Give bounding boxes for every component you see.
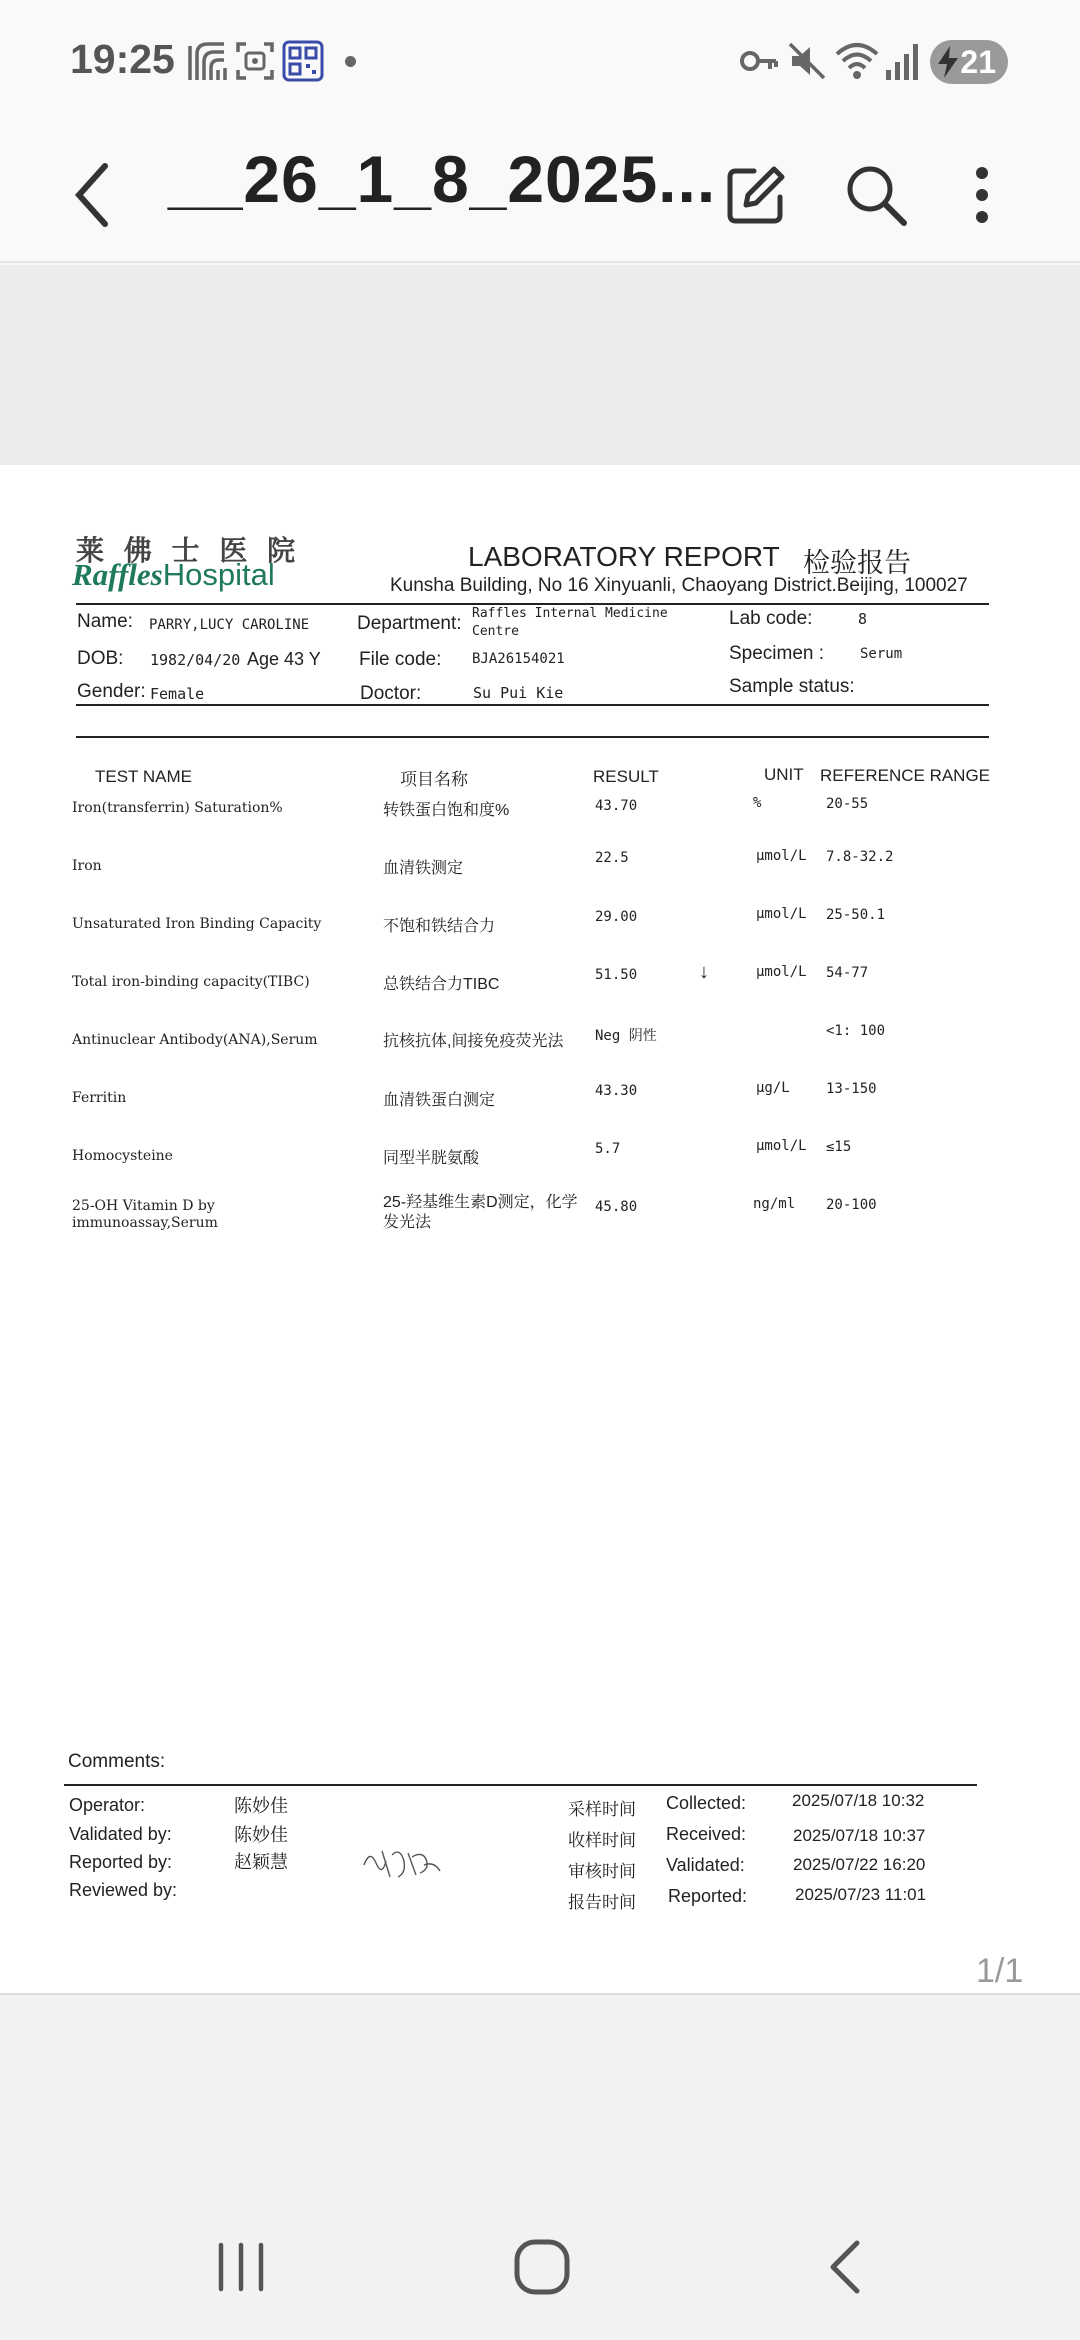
row-8-unit: ng/ml [753, 1196, 796, 1212]
search-icon [844, 163, 908, 227]
chevron-left-icon [69, 160, 119, 230]
column-item-name: 项目名称 [400, 770, 468, 789]
row-5-result: Neg 阴性 [595, 1028, 657, 1044]
row-5-test-name: Antinuclear Antibody(ANA),Serum [72, 1032, 318, 1048]
report-title-en: LABORATORY REPORT [468, 541, 780, 572]
home-button[interactable] [497, 2222, 587, 2312]
row-3-test-name: Unsaturated Iron Binding Capacity [72, 916, 322, 932]
row-3-result: 29.00 [595, 909, 638, 925]
patient-dob: 1982/04/20 [150, 651, 241, 669]
row-3-unit: μmol/L [756, 906, 807, 922]
row-7-result: 5.7 [595, 1141, 621, 1157]
row-5-range: <1: 100 [826, 1023, 886, 1039]
home-icon [512, 2237, 572, 2297]
mute-icon [786, 40, 828, 82]
footer-divider [64, 1784, 977, 1786]
dob-label: DOB: [77, 648, 124, 669]
row-8-item-name [383, 1193, 578, 1233]
column-result: RESULT [593, 767, 659, 786]
status-time: 19:25 [70, 36, 175, 82]
specimen: Serum [860, 646, 903, 662]
file-code-label: File code: [359, 649, 442, 670]
patient-name: PARRY,LUCY CAROLINE [149, 617, 310, 633]
report-page[interactable] [0, 465, 1080, 1993]
validated-label-cn: 审核时间 [568, 1862, 636, 1881]
row-6-test-name: Ferritin [72, 1090, 127, 1106]
logo-hospital: Hospital [162, 557, 275, 592]
report-title-cn: 检验报告 [803, 548, 911, 578]
department-label: Department: [357, 613, 462, 634]
received-time: 2025/07/18 10:37 [793, 1826, 926, 1845]
reported-label: Reported: [668, 1886, 748, 1906]
row-3-item-name: 不饱和铁结合力 [383, 918, 496, 935]
reported-label-cn: 报告时间 [568, 1893, 636, 1912]
hospital-logo [72, 557, 275, 593]
validated-by: 陈妙佳 [234, 1825, 288, 1845]
row-3-range: 25-50.1 [826, 907, 886, 923]
specimen-label: Specimen : [729, 643, 825, 664]
row-5-item-name: 抗核抗体,间接免疫荧光法 [383, 1033, 564, 1050]
row-8-test-name [72, 1198, 218, 1232]
column-reference-range: REFERENCE RANGE [820, 766, 991, 785]
battery-charging-icon [934, 44, 962, 80]
validated-time: 2025/07/22 16:20 [793, 1855, 926, 1874]
row-2-result: 22.5 [595, 850, 629, 866]
document-title: __26_1_8_2025... [168, 142, 717, 216]
patient-gender: Female [150, 685, 205, 703]
screenshot-icon [234, 40, 276, 82]
sample-status-label: Sample status: [729, 676, 855, 697]
row-2-item-name: 血清铁测定 [383, 860, 464, 877]
gender-label: Gender: [77, 681, 146, 702]
collected-label: Collected: [666, 1793, 747, 1813]
validated-by-label: Validated by: [69, 1824, 172, 1844]
logo-raffles: Raffles [72, 557, 163, 592]
received-label-cn: 收样时间 [568, 1831, 636, 1850]
column-test-name: TEST NAME [95, 767, 192, 786]
row-1-test-name: Iron(transferrin) Saturation% [72, 800, 283, 816]
department-line-1: Raffles Internal Medicine [472, 606, 668, 621]
collected-time: 2025/07/18 10:32 [792, 1791, 925, 1810]
lab-code-label: Lab code: [729, 608, 813, 629]
operator: 陈妙佳 [234, 1796, 288, 1816]
collected-label-cn: 采样时间 [568, 1800, 636, 1819]
patient-info-divider [76, 704, 989, 706]
row-7-range: ≤15 [826, 1139, 852, 1155]
app-bar [0, 125, 1080, 263]
search-button[interactable] [826, 145, 926, 245]
row-6-item-name: 血清铁蛋白测定 [383, 1092, 496, 1109]
patient-department [472, 605, 668, 641]
lab-code: 8 [858, 610, 868, 628]
row-7-test-name: Homocysteine [72, 1148, 173, 1164]
reported-by-label: Reported by: [69, 1852, 173, 1872]
qr-code-icon [282, 40, 324, 82]
reported-time: 2025/07/23 11:01 [795, 1885, 927, 1904]
row-8-test-name-line-1: 25-OH Vitamin D by [72, 1198, 215, 1214]
quick-share-icon [186, 40, 228, 82]
wifi-icon [834, 40, 880, 82]
row-4-test-name: Total iron-binding capacity(TIBC) [72, 974, 310, 990]
row-8-test-name-line-2: immunoassay,Serum [72, 1215, 218, 1231]
back-nav-button[interactable] [800, 2222, 890, 2312]
table-top-divider [76, 736, 989, 738]
recent-apps-icon [213, 2239, 269, 2295]
key-icon [738, 40, 780, 82]
comments-label: Comments: [68, 1751, 166, 1772]
hospital-name-cn: 莱 佛 士 医 院 [76, 535, 302, 566]
row-8-item-name-line-1: 25-羟基维生素D测定，化学 [383, 1194, 578, 1211]
name-label: Name: [77, 611, 133, 632]
edit-icon [724, 163, 788, 227]
reported-by: 赵颖慧 [234, 1852, 288, 1872]
reviewed-by-label: Reviewed by: [69, 1880, 178, 1900]
recent-apps-button[interactable] [196, 2222, 286, 2312]
more-options-button[interactable] [932, 145, 1032, 245]
row-4-low-flag: ↓ [699, 961, 709, 983]
row-4-range: 54-77 [826, 965, 869, 981]
hospital-address: Kunsha Building, No 16 Xinyuanli, Chaoyang District.Beijing, 100027 [390, 575, 968, 596]
department-line-2: Centre [472, 624, 519, 639]
row-1-range: 20-55 [826, 796, 869, 812]
row-1-result: 43.70 [595, 798, 638, 814]
row-7-unit: μmol/L [756, 1138, 807, 1154]
row-8-item-name-line-2: 发光法 [383, 1214, 432, 1231]
column-unit: UNIT [764, 765, 804, 784]
signal-icon [884, 40, 922, 82]
row-6-unit: μg/L [756, 1080, 790, 1096]
patient-age: Age 43 Y [247, 649, 321, 669]
status-bar [0, 0, 1080, 125]
edit-button[interactable] [706, 145, 806, 245]
row-2-unit: μmol/L [756, 848, 807, 864]
back-icon [821, 2237, 869, 2297]
row-7-item-name: 同型半胱氨酸 [383, 1150, 480, 1167]
patient-doctor: Su Pui Kie [473, 684, 564, 702]
row-4-result: 51.50 [595, 967, 638, 983]
row-1-item-name: 转铁蛋白饱和度% [383, 802, 510, 819]
more-options-icon [972, 163, 992, 227]
validated-label: Validated: [666, 1855, 745, 1875]
row-8-result: 45.80 [595, 1199, 638, 1215]
row-2-test-name: Iron [72, 858, 102, 874]
viewer-background [0, 265, 1080, 465]
page-indicator: 1/1 [976, 1952, 1024, 1990]
row-4-unit: μmol/L [756, 964, 807, 980]
received-label: Received: [666, 1824, 747, 1844]
patient-file-code: BJA26154021 [472, 651, 565, 667]
row-8-range: 20-100 [826, 1197, 877, 1213]
row-6-result: 43.30 [595, 1083, 638, 1099]
row-6-range: 13-150 [826, 1081, 877, 1097]
back-button[interactable] [44, 145, 144, 245]
row-4-item-name: 总铁结合力TIBC [383, 976, 500, 993]
operator-label: Operator: [69, 1795, 146, 1815]
row-2-range: 7.8-32.2 [826, 849, 894, 865]
battery-level: 21 [960, 44, 996, 80]
doctor-label: Doctor: [360, 683, 422, 704]
handwritten-signature [360, 1843, 444, 1883]
row-1-unit: % [753, 795, 762, 811]
notification-dot-icon [345, 56, 356, 67]
